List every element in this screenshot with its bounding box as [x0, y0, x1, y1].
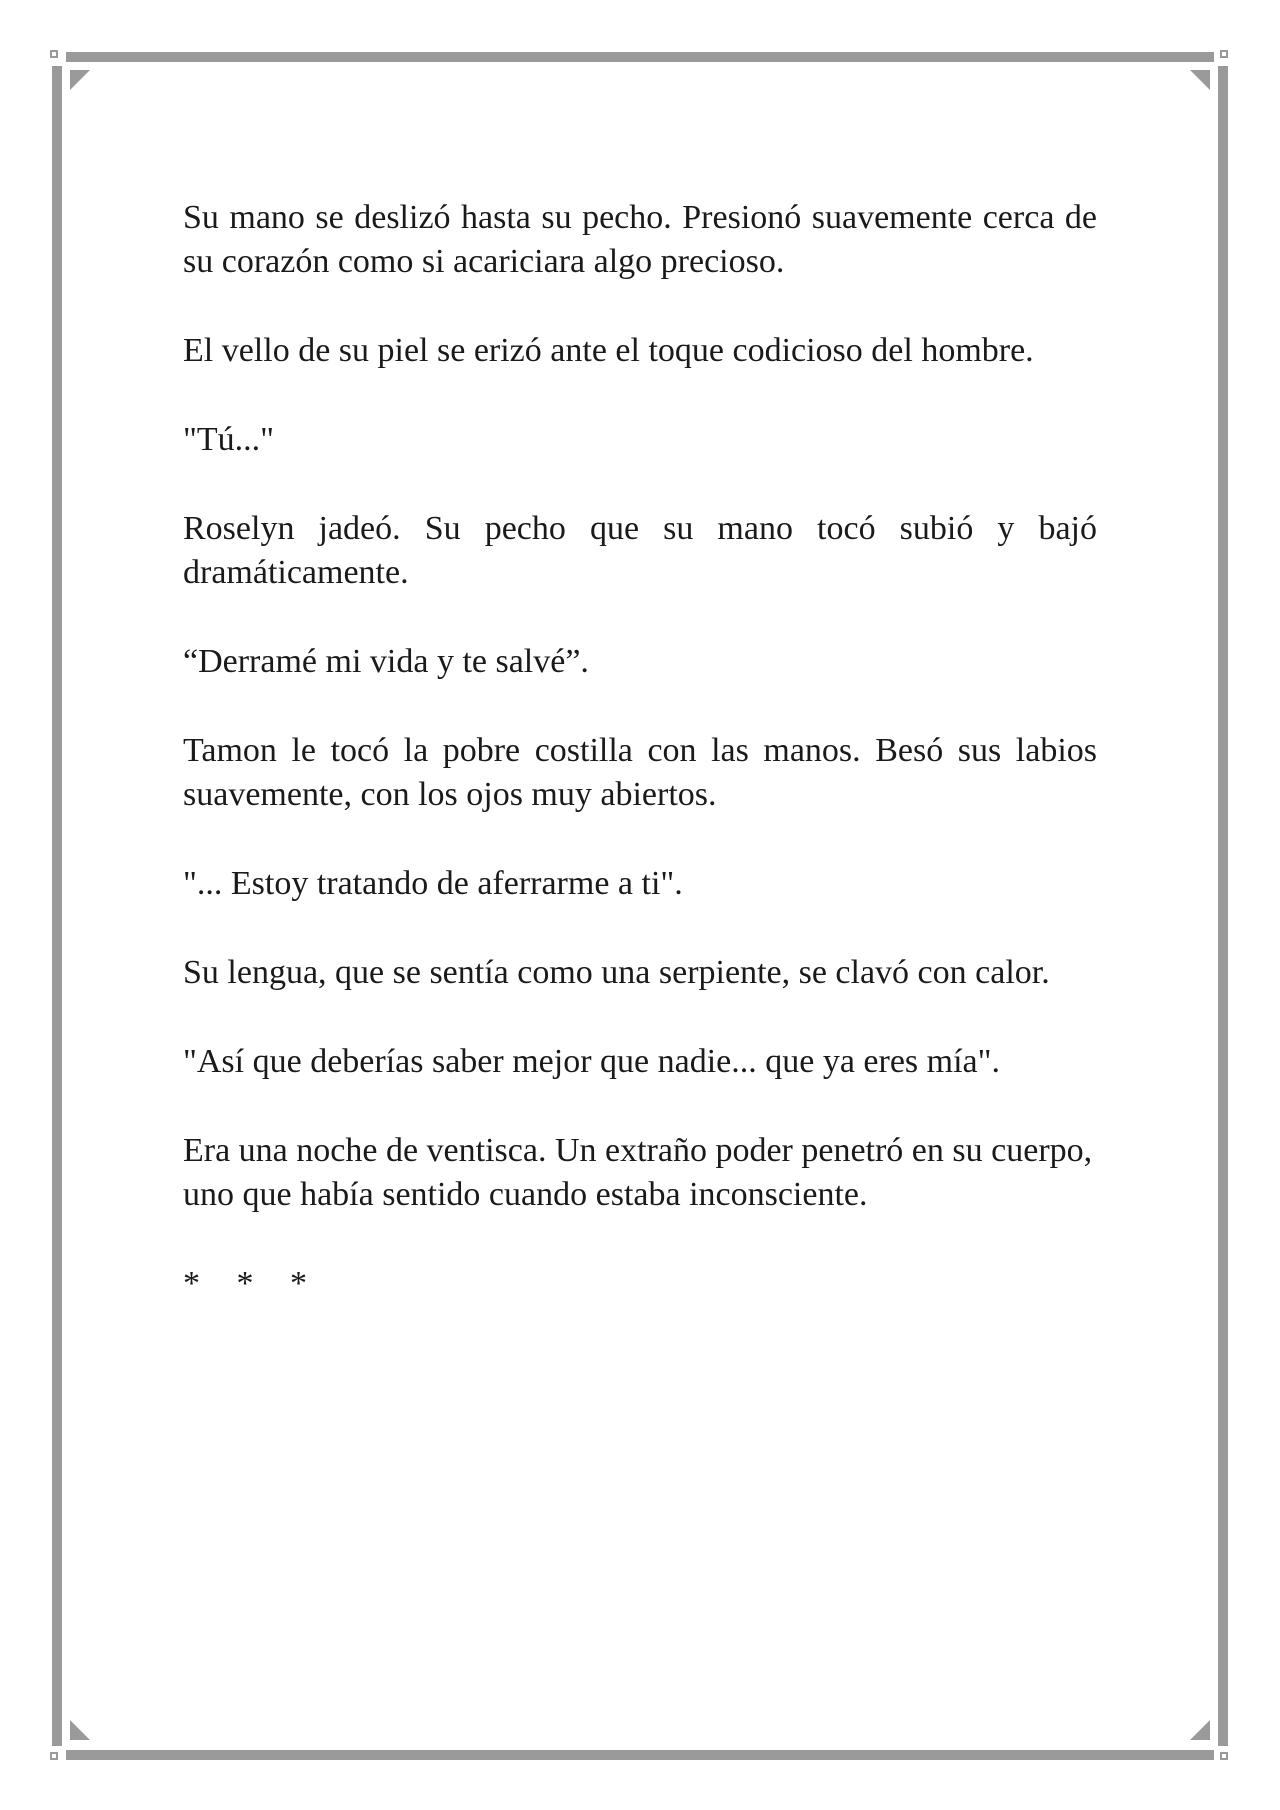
frame-top-border — [66, 52, 1214, 62]
frame-bottom-border — [66, 1750, 1214, 1760]
corner-ornament-bottom-right — [1220, 1752, 1228, 1760]
corner-triangle-top-left — [70, 70, 90, 90]
paragraph: "... Estoy tratando de aferrarme a ti". — [183, 865, 683, 902]
corner-triangle-bottom-right — [1190, 1720, 1210, 1740]
paragraph: Tamon le tocó la pobre costilla con las manos. Besó sus labios suavemente, con los ojos muy abiertos. — [183, 732, 1097, 813]
corner-ornament-top-right — [1220, 50, 1228, 58]
paragraph: Roselyn jadeó. Su pecho que su mano tocó subió y bajó dramáticamente. — [183, 510, 1097, 591]
frame-right-border — [1218, 66, 1228, 1746]
corner-ornament-top-left — [50, 50, 58, 58]
paragraph: “Derramé mi vida y te salvé”. — [183, 643, 589, 680]
paragraph: Su mano se deslizó hasta su pecho. Presionó suavemente cerca de su corazón como si acariciara algo precioso. — [183, 199, 1097, 280]
paragraph: El vello de su piel se erizó ante el toque codicioso del hombre. — [183, 332, 1034, 369]
paragraph: "Tú..." — [183, 421, 275, 458]
document-body — [183, 196, 1097, 1351]
frame-left-border — [52, 66, 62, 1746]
corner-triangle-bottom-left — [70, 1720, 90, 1740]
corner-ornament-bottom-left — [50, 1752, 58, 1760]
paragraph: "Así que deberías saber mejor que nadie... que ya eres mía". — [183, 1043, 1001, 1080]
paragraph: Su lengua, que se sentía como una serpiente, se clavó con calor. — [183, 954, 1050, 991]
scene-separator: * * * — [183, 1265, 321, 1302]
paragraph: Era una noche de ventisca. Un extraño poder penetró en su cuerpo, uno que había sentido cuando estaba inconsciente. — [183, 1132, 1093, 1213]
corner-triangle-top-right — [1190, 70, 1210, 90]
